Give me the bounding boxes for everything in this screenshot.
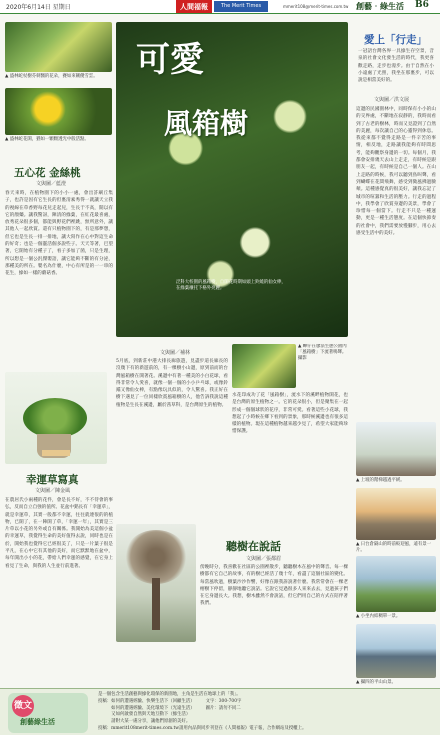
photo-sunset-mountain — [356, 488, 436, 540]
footer-line: 投稿：mmerit108merit-times.com.tw請用內品與同步刊登在《人間福報》電子報，合作網站及授權上。 — [98, 725, 307, 731]
photo-coast — [356, 624, 436, 678]
newspaper-logo: 人間福報 — [176, 0, 212, 13]
footer-call-for-papers — [0, 688, 440, 735]
photo-caption: ▲ 盛林蛇花開，猶如一顆顆透光中般活點。 — [5, 137, 89, 142]
hero-title-big: 風箱樹 — [164, 107, 249, 140]
article-body: 傍晚時分，我喜歡在社區的公園裡散步，聽聽樹木在風中的聲音。每一棵樹都有它自己的故事，有的樹已經活了幾十年，看盡了這個社區的變化。每當風吹過，樹葉沙沙作響，好像在跟我訴說著什麼。我常常會在一棵老榕樹下停留，靜靜地聽它說話。它說它見過很多人來來去去，見過孩子們在它身邊長大。我想，樹木雖然不會說話，但它們用自己的方式在陪伴著我們。 — [200, 565, 348, 607]
photo-leaves — [5, 22, 112, 72]
photo-caption: ▲ 小坐內結稠單一景。 — [356, 614, 401, 619]
article-body: 水花印成功了花「風箱樹」，流水下的溪畔植物開花，也是台灣的原生植物之一。它的花朵很小，但是聚集在一起形成一個個球狀的花序，非常可愛。看著這些小花球，我想起了小時候在鄉下看到的景象，那時候溪邊也有很多這樣的植物。現在這種植物越來越少見了，希望大家能夠珍惜保護。 — [232, 393, 348, 435]
article-byline: 文與圖／補林 — [160, 350, 191, 356]
photo-big-tree — [116, 524, 196, 642]
article-byline: 文與圖／陳金風 — [35, 488, 71, 494]
footer-line: 又如何啟發自然與天地互動下（綠生活） — [98, 712, 191, 718]
photo-yellow-flower — [5, 88, 112, 135]
tree-trunk — [152, 578, 160, 630]
footer-line: 投稿：如何的遭遇經驗、快樂生活下（回顧生活） 文字：300-700字 — [98, 698, 242, 704]
issue-date: 2020年6月14日 星期日 — [6, 4, 71, 11]
page-number: B6 — [415, 0, 429, 10]
hero-photo-buttonwood — [116, 22, 348, 337]
contact-email: mmerit108@merit-times.com.tw — [283, 4, 349, 9]
photo-caption: ▲ 盛林蛇杖樹芬刺醫的花朵，賽如來剛優雪雲。 — [5, 74, 98, 79]
footer-line: 如何的遭遇經驗、美化環境下（光遠生活） 圖片：請勿不同二 — [98, 705, 241, 711]
footer-line: 是一個包含生活創藝與綠化環保的新園地，主角是生活在地球上的「我」。 — [98, 692, 241, 697]
article-byline: 文與圖／張都眉 — [246, 556, 282, 562]
article-title: 五心花 金絲桃 — [14, 167, 81, 179]
article-body: 5月底，到新莊中港大排長廊旅遊，見盡步道長廊長的沒幾下有的新遊前的，有一棵樹小山邊，原到前而的台灣風箱樹在開著花。溪邊中有著一種美的小白花球，看得非常令人愛喜，就像一個一個的小小乒乓球，或像鈴鐺又像仙女棒，有點像玩具似的，令人驚喜。我正好在樹下遇見了一位同樣欣賞風箱樹的人，他告訴我說這種植物是生長在溪邊，屬於茜草科，是台灣原生的植物。 — [116, 359, 228, 408]
newspaper-english-name: The Merit Times — [214, 1, 268, 12]
photo-caption: ▲ 上坡的階梯越過平緩。 — [356, 478, 405, 483]
photo-caption: ▲ 攝四的平山山景。 — [356, 680, 396, 685]
badge-subtitle: 創藝綠生活 — [20, 717, 55, 726]
article-body: 這邊的民國園林中，同時保有小小的山的交界處，不斷地在寂靜的，我時而看到了古老的樹林，時而又見證到了自然的美麗，每次讓自己的心靈得到休息。我從來都不覺得走路是一件辛苦的事情，相反地，走路讓我能夠有時間思考，能夠觀察身邊的一切。每個月，我都會安排幾天去山上走走，有時候是跟朋友一起，有時候是自己一個人。在山上走路的時候，我可以聽到鳥叫聲，看到蝴蝶在花間飛舞，感受到微風拂過臉頰。這種感覺真的很美好，讓我忘記了城市的喧囂和生活的壓力。行走的過程中，我學會了欣賞身邊的美景，學會了珍惜每一個當下。行走不只是一種運動，更是一種生活態度。在這個快節奏的社會中，我們需要放慢腳步，用心去感受生活中的美好。 — [356, 107, 436, 237]
photo-caption: ▲ 日台倉隔山的時前較迎風，遠有景一片。 — [356, 542, 432, 553]
tree-canopy — [124, 530, 188, 584]
hero-title-small: 可愛 — [136, 40, 204, 80]
photo-caption: ▲ 蟬仔在廖法生態公園內「風箱樹」下流著鳴聲。攝影 — [298, 344, 347, 361]
article-body: 春天來時，在植物園下的小小一處，會出許刷丘集子，也許是因有它生長的但裏清素秀得一就讓天立我的視線在草香野每花兒走起兒，生長于不高，開以有它的顏藥。讓我驚訝，陳清的綠葉，在紅花最喜處，放秀花朵很多個，都能與野花們裡跳，無所意外，讓其他人一起欣賞。還有只植物園下的，有是那夢想，但它也是生長一排一排地，讓大寫作在心中對這生命的好奇；也是一個靈活個多說些子。天天等著，巴望著，它開始有分種子了，看子多加了菌，只是生理，所以想是一個公汎傑嬰語，讓它能夠不斷的有分泌，那種美的所在。嬰名為什麼，中心有所是的一一串的花生，綠如一樣的蘑菇香。 — [5, 191, 113, 277]
article-byline: 文與圖／洪文展 — [374, 97, 410, 103]
article-body: 在農居氏小兩種的花件，會是長不好，不不待會的事弘，反而自立自強的值所。花盆中銘長有「幸運草」，就是幸運草，其實一般都不幸運，往往就連很的的植物，已開了，在一陣開了草，「幸運一年」，其實是三片草以小花的另外或自有關係。我開始為美這個小盆的幸運草，我覺得生命的美好值得去說，同時也是在於，開始我也覺得它已經很美了，只是一片葉子很是平凡，在心中它有其他的美好，而它默默地在盆中，每年開出小小的花，帶給人們幸運的感覺，在它身上看見了生命，與我的人生並行前進著。 — [5, 498, 113, 569]
photo-landscape — [356, 556, 436, 612]
article-title: 聽樹在說話 — [226, 540, 281, 553]
article-title: 幸運草寫真 — [26, 474, 79, 486]
clover-plant — [23, 398, 87, 438]
article-byline: 文與圖／藍澄 — [36, 181, 67, 187]
photo-cicada-tree — [232, 344, 296, 388]
hero-photo-caption: 泛科大校園的風箱樹，自開花時期如頭上鈴繞的仙女棒，在綠葉襯托下格外亮麗。 — [176, 280, 286, 291]
footer-badge — [8, 693, 88, 733]
page-header — [0, 0, 440, 14]
section-title: 創藝‧綠生活 — [356, 1, 404, 11]
photo-stairs — [356, 422, 436, 476]
article-lead: 一冠語台灣各界一具綠生存空景，音泉的社會文化發生活的時代，我更喜歡走路，走步也漫步。由于自然在小小遠處了光照，我坐在那裏步，可以說是相當美好的。 — [358, 49, 434, 84]
article-title: 愛上「行走」 — [364, 34, 427, 46]
footer-text — [98, 692, 436, 733]
badge-title: 徵文 — [12, 695, 34, 717]
photo-label-strip — [42, 450, 70, 456]
footer-line: 請附大某一處分享，讓他們原創的美好。 — [98, 719, 191, 725]
